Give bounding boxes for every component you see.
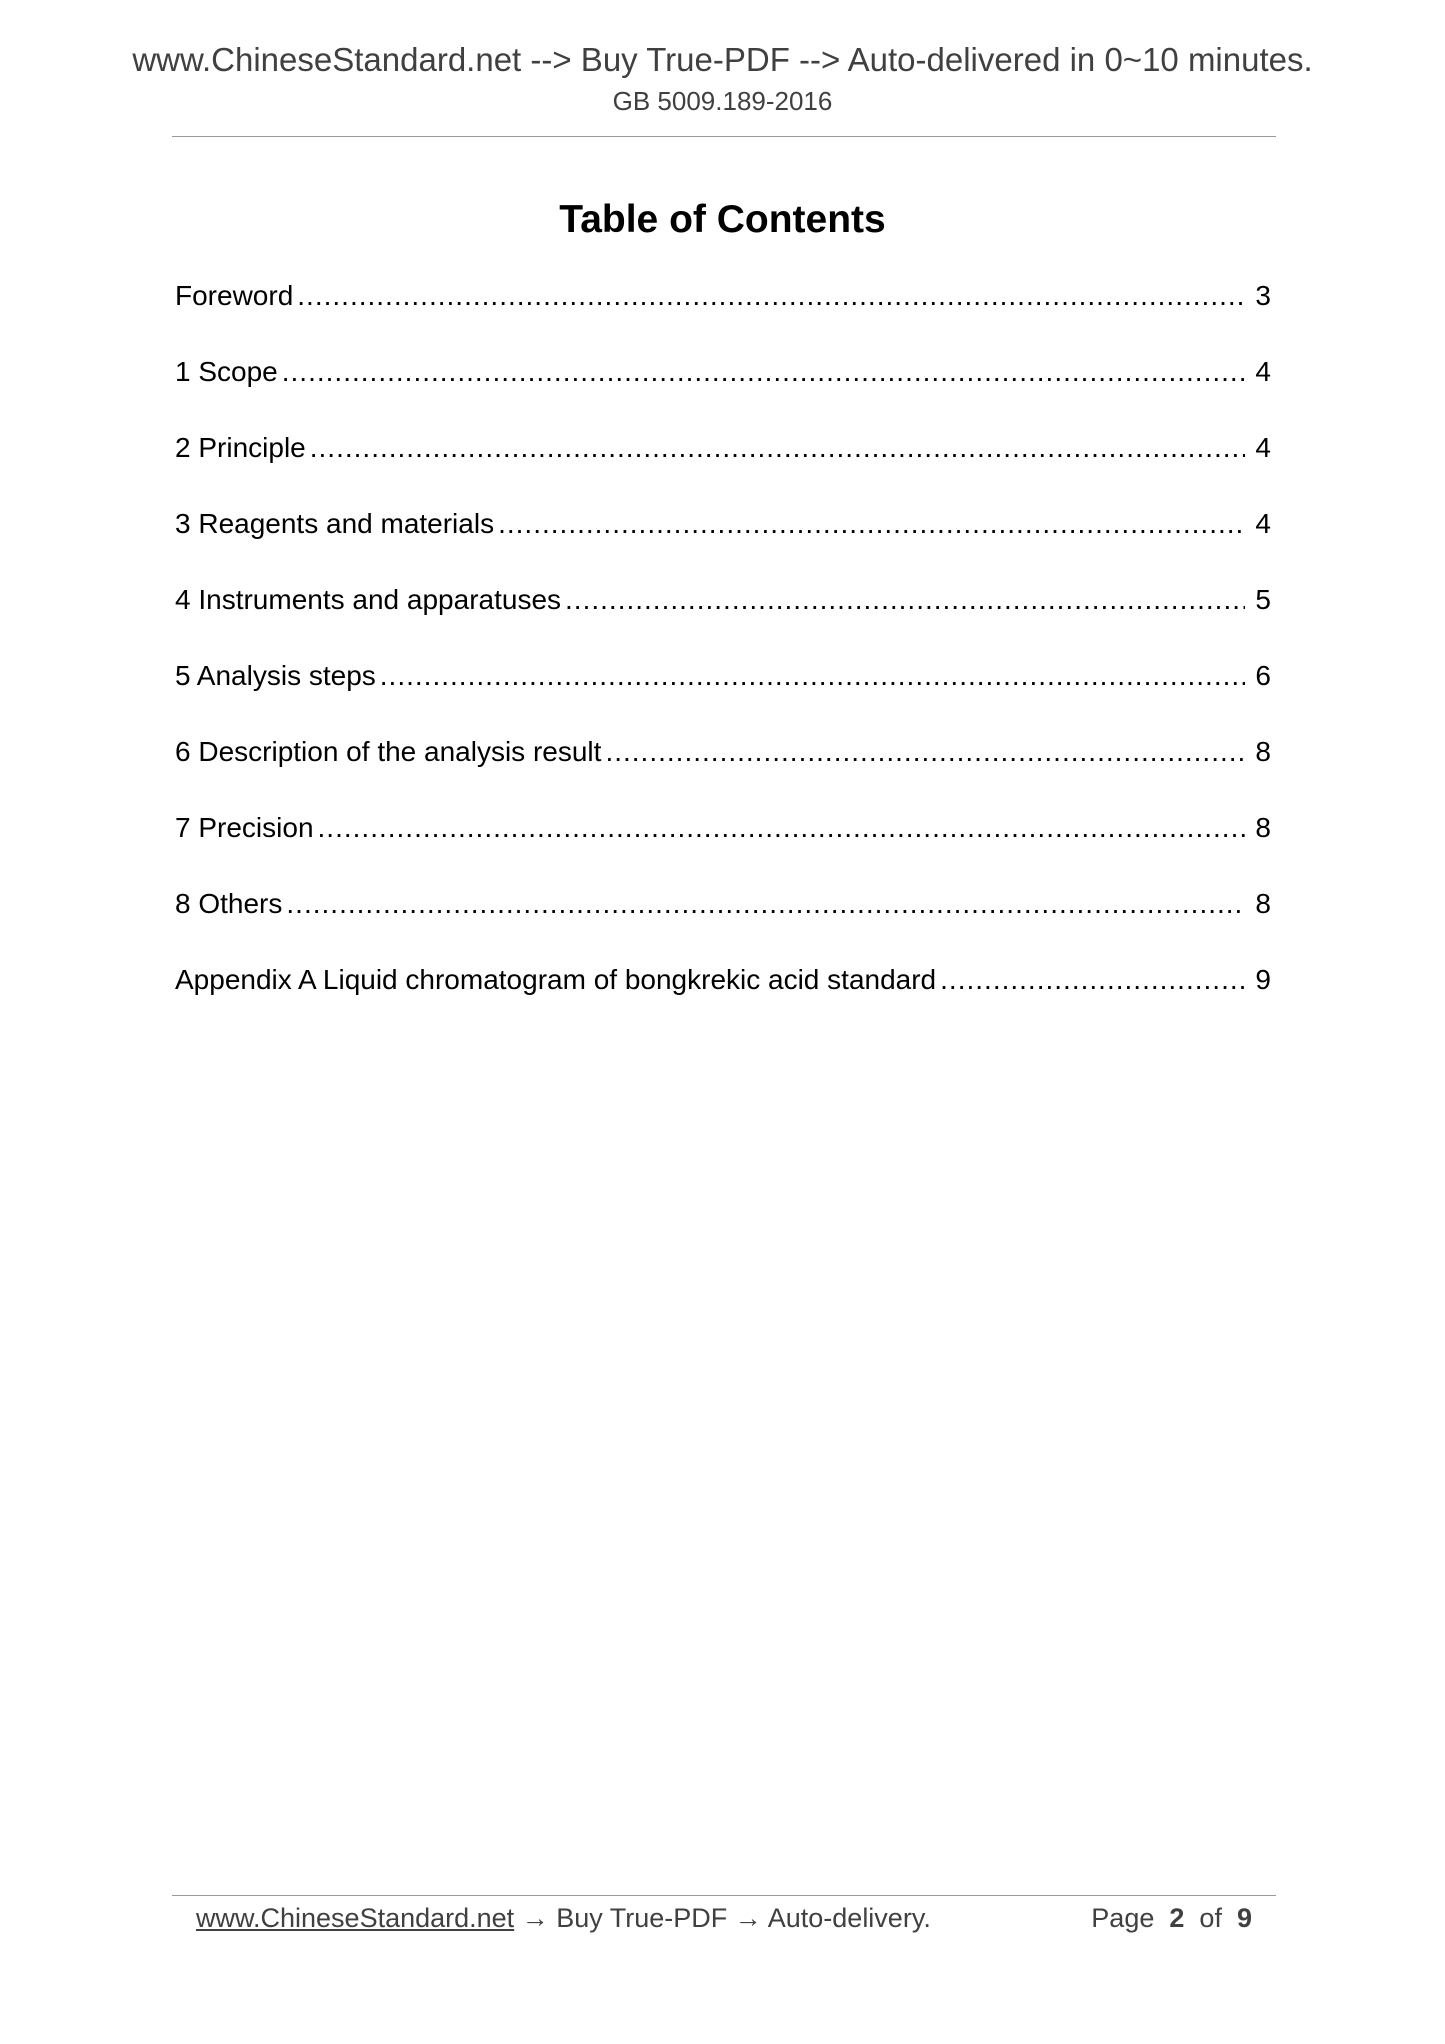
toc-entry-label: 2 Principle [175,432,306,463]
toc-entry-label: 8 Others [175,888,283,919]
toc-entry-label: 3 Reagents and materials [175,508,495,539]
header-divider [172,136,1276,137]
toc-entry-analysis-steps[interactable] [175,656,1271,732]
toc-entry-scope[interactable] [175,352,1271,428]
page-word: Page [1091,1903,1155,1933]
toc-entry-principle[interactable] [175,428,1271,504]
toc-entry-label: 1 Scope [175,356,278,387]
toc-leader-dots [498,504,1245,544]
toc-entry-label: 7 Precision [175,812,314,843]
toc-entry-label: Appendix A Liquid chromatogram of bongkrekic acid standard [175,964,937,995]
toc-leader-dots [565,580,1245,620]
page-number [1091,1898,1252,1938]
toc-entry-page: 8 [1255,736,1271,767]
footer-website-link[interactable]: www.ChineseStandard.net [196,1903,515,1933]
footer-divider [172,1895,1276,1896]
toc-entry-label: 5 Analysis steps [175,660,376,691]
toc-entry-label: 4 Instruments and apparatuses [175,584,562,615]
toc-entry-label: Foreword [175,280,294,311]
toc-leader-dots [605,732,1245,772]
toc-list [175,276,1271,1036]
toc-leader-dots [310,428,1246,468]
toc-entry-instruments[interactable] [175,580,1271,656]
toc-entry-appendix-a[interactable] [175,960,1271,1036]
toc-entry-precision[interactable] [175,808,1271,884]
toc-entry-analysis-result[interactable] [175,732,1271,808]
toc-entry-reagents[interactable] [175,504,1271,580]
current-page: 2 [1169,1903,1185,1933]
page-title: Table of Contents [559,198,886,241]
toc-entry-page: 6 [1255,660,1271,691]
page-footer [196,1898,1252,1938]
toc-entry-page: 8 [1255,812,1271,843]
toc-entry-page: 4 [1255,432,1271,463]
toc-leader-dots [380,656,1246,696]
toc-entry-page: 4 [1255,356,1271,387]
of-word: of [1199,1903,1222,1933]
toc-leader-dots [318,808,1246,848]
footer-promo-text: → Buy True-PDF → Auto-delivery. [514,1903,931,1933]
document-code: GB 5009.189-2016 [612,86,833,116]
toc-entry-label: 6 Description of the analysis result [175,736,602,767]
toc-entry-foreword[interactable] [175,276,1271,352]
footer-promo [196,1898,931,1938]
toc-leader-dots [940,960,1245,1000]
toc-leader-dots [286,884,1245,924]
toc-leader-dots [282,352,1246,392]
total-pages: 9 [1236,1903,1252,1933]
toc-entry-page: 4 [1255,508,1271,539]
toc-entry-page: 5 [1255,584,1271,615]
toc-leader-dots [297,276,1245,316]
toc-entry-page: 3 [1255,280,1271,311]
header-banner: www.ChineseStandard.net --> Buy True-PDF --> Auto-delivered in 0~10 minutes. [132,41,1313,78]
toc-entry-others[interactable] [175,884,1271,960]
toc-entry-page: 8 [1255,888,1271,919]
toc-entry-page: 9 [1255,964,1271,995]
